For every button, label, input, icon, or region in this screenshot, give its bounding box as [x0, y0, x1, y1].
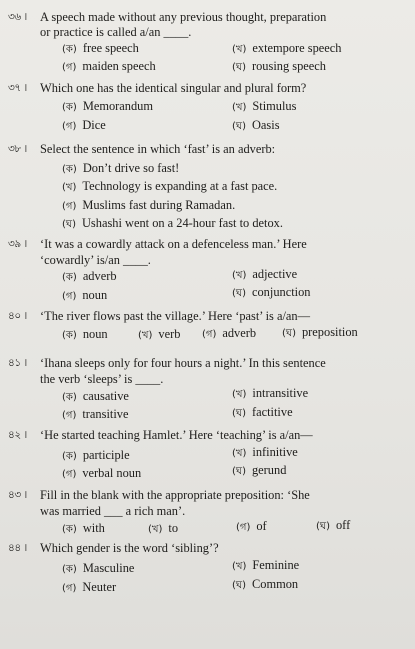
option-marker: (ঘ)	[232, 580, 246, 591]
question-text-line: ‘Ihana sleeps only for four hours a night.’ In this sentence	[40, 356, 326, 370]
option-text: noun	[82, 288, 108, 302]
option-ga[interactable]	[62, 59, 156, 75]
option-text: adverb	[82, 269, 117, 283]
option-text: transitive	[82, 407, 129, 421]
option-text: Ushashi went on a 24-hour fast to detox.	[81, 216, 283, 230]
option-text: Common	[251, 577, 299, 591]
option-marker: (খ)	[232, 44, 247, 55]
option-kha[interactable]	[232, 386, 308, 402]
option-text: gerund	[251, 463, 287, 477]
question-number: ৪১ ।	[8, 357, 27, 369]
option-gha[interactable]	[232, 118, 280, 134]
option-ga[interactable]	[62, 118, 106, 134]
option-ka[interactable]	[62, 327, 108, 343]
question-number: ৪৩ ।	[8, 489, 27, 501]
option-kha[interactable]	[232, 267, 297, 283]
option-text: intransitive	[252, 386, 309, 400]
option-marker: (গ)	[62, 62, 77, 73]
option-text: Feminine	[252, 558, 300, 572]
option-marker: (গ)	[62, 583, 77, 594]
option-marker: (খ)	[232, 102, 247, 113]
option-kha[interactable]	[138, 327, 180, 343]
option-text: off	[335, 518, 351, 532]
option-marker: (খ)	[232, 448, 247, 459]
question-number: ৩৯ ।	[8, 238, 27, 250]
option-ka[interactable]	[62, 41, 139, 57]
question-text-line: ‘cowardly’ is/an ____.	[40, 253, 151, 267]
option-gha[interactable]	[232, 577, 298, 593]
option-text: to	[168, 521, 179, 535]
option-text: participle	[82, 448, 130, 462]
option-text: conjunction	[251, 285, 311, 299]
option-text: adverb	[222, 326, 257, 340]
option-marker: (ঘ)	[232, 121, 246, 132]
option-marker: (খ)	[138, 330, 153, 341]
question-text-line: Which gender is the word ‘sibling’?	[40, 541, 219, 555]
option-ka[interactable]	[62, 561, 134, 577]
question-text-line: ‘It was a cowardly attack on a defenceless man.’ Here	[40, 237, 307, 251]
option-marker: (ক)	[62, 524, 77, 535]
option-text: Technology is expanding at a fast pace.	[82, 179, 278, 193]
option-ga[interactable]	[62, 466, 141, 482]
option-ga[interactable]	[202, 326, 256, 342]
option-ga[interactable]	[62, 580, 116, 596]
option-text: Dice	[82, 118, 106, 132]
option-marker: (ক)	[62, 330, 77, 341]
question-number: ৪৪ ।	[8, 542, 27, 554]
option-marker: (ঘ)	[232, 288, 246, 299]
option-ka[interactable]	[62, 269, 117, 285]
option-text: Don’t drive so fast!	[82, 161, 180, 175]
option-marker: (খ)	[232, 389, 247, 400]
option-text: Memorandum	[82, 99, 154, 113]
option-marker: (খ)	[148, 524, 163, 535]
question-text-line: or practice is called a/an ____.	[40, 25, 192, 39]
option-ka[interactable]	[62, 99, 153, 115]
option-marker: (গ)	[62, 410, 77, 421]
option-marker: (ঘ)	[232, 466, 246, 477]
option-text: rousing speech	[251, 59, 326, 73]
option-marker: (ঘ)	[282, 328, 296, 339]
option-marker: (গ)	[236, 522, 251, 533]
option-text: causative	[82, 389, 129, 403]
option-marker: (গ)	[202, 329, 217, 340]
option-text: maiden speech	[82, 59, 156, 73]
option-text: Oasis	[251, 118, 280, 132]
option-kha[interactable]	[232, 99, 296, 115]
option-marker: (ক)	[62, 102, 77, 113]
question-text-line: Which one has the identical singular and plural form?	[40, 81, 307, 95]
question-number: ৪২ ।	[8, 429, 27, 441]
option-ga[interactable]	[62, 288, 107, 304]
option-gha[interactable]	[232, 59, 326, 75]
option-ka[interactable]	[62, 521, 105, 537]
question-text-line: Fill in the blank with the appropriate preposition: ‘She	[40, 488, 310, 502]
option-marker: (ঘ)	[316, 521, 330, 532]
question-number: ৩৬ ।	[8, 11, 27, 23]
option-marker: (গ)	[62, 201, 77, 212]
option-marker: (ক)	[62, 44, 77, 55]
option-text: adjective	[252, 267, 298, 281]
question-text-line: ‘The river flows past the village.’ Here ‘past’ is a/an—	[40, 309, 310, 323]
option-kha[interactable]	[232, 41, 341, 57]
option-marker: (গ)	[62, 469, 77, 480]
option-marker: (গ)	[62, 291, 77, 302]
option-ga[interactable]	[236, 519, 267, 535]
option-gha[interactable]	[316, 518, 350, 534]
option-marker: (খ)	[232, 270, 247, 281]
option-gha[interactable]	[232, 405, 293, 421]
option-text: Neuter	[82, 580, 117, 594]
option-kha[interactable]	[62, 179, 277, 195]
question-number: ৪০ ।	[8, 310, 27, 322]
question-number: ৩৮ ।	[8, 143, 27, 155]
option-text: infinitive	[252, 445, 298, 459]
option-marker: (ক)	[62, 272, 77, 283]
option-marker: (খ)	[232, 561, 247, 572]
option-ka[interactable]	[62, 448, 130, 464]
option-text: factitive	[251, 405, 293, 419]
option-text: Muslims fast during Ramadan.	[82, 198, 236, 212]
option-text: noun	[82, 327, 108, 341]
option-text: preposition	[301, 325, 358, 339]
option-gha[interactable]	[232, 285, 310, 301]
question-text-line: A speech made without any previous thought, preparation	[40, 10, 327, 24]
option-text: with	[82, 521, 105, 535]
option-marker: (ক)	[62, 451, 77, 462]
option-gha[interactable]	[62, 216, 283, 232]
option-marker: (ঘ)	[232, 408, 246, 419]
option-marker: (গ)	[62, 121, 77, 132]
option-marker: (খ)	[62, 182, 77, 193]
option-text: Stimulus	[252, 99, 297, 113]
option-kha[interactable]	[148, 521, 178, 537]
option-ka[interactable]	[62, 389, 129, 405]
option-ka[interactable]	[62, 161, 179, 177]
option-marker: (ঘ)	[232, 62, 246, 73]
question-text-line: the verb ‘sleeps’ is ____.	[40, 372, 164, 386]
option-marker: (ক)	[62, 392, 77, 403]
option-ga[interactable]	[62, 407, 128, 423]
option-ga[interactable]	[62, 198, 235, 214]
option-gha[interactable]	[282, 325, 358, 341]
option-text: of	[256, 519, 267, 533]
option-text: verb	[158, 327, 181, 341]
option-text: verbal noun	[82, 466, 142, 480]
question-text-line: ‘He started teaching Hamlet.’ Here ‘teaching’ is a/an—	[40, 428, 313, 442]
option-marker: (ঘ)	[62, 219, 76, 230]
question-number: ৩৭ ।	[8, 82, 27, 94]
question-text-line: Select the sentence in which ‘fast’ is an adverb:	[40, 142, 276, 156]
option-marker: (ক)	[62, 564, 77, 575]
option-text: Masculine	[82, 561, 135, 575]
option-text: free speech	[82, 41, 139, 55]
option-gha[interactable]	[232, 463, 286, 479]
option-kha[interactable]	[232, 445, 298, 461]
question-text-line: was married ___ a rich man’.	[40, 504, 186, 518]
option-text: extempore speech	[252, 41, 342, 55]
option-marker: (ক)	[62, 164, 77, 175]
option-kha[interactable]	[232, 558, 299, 574]
